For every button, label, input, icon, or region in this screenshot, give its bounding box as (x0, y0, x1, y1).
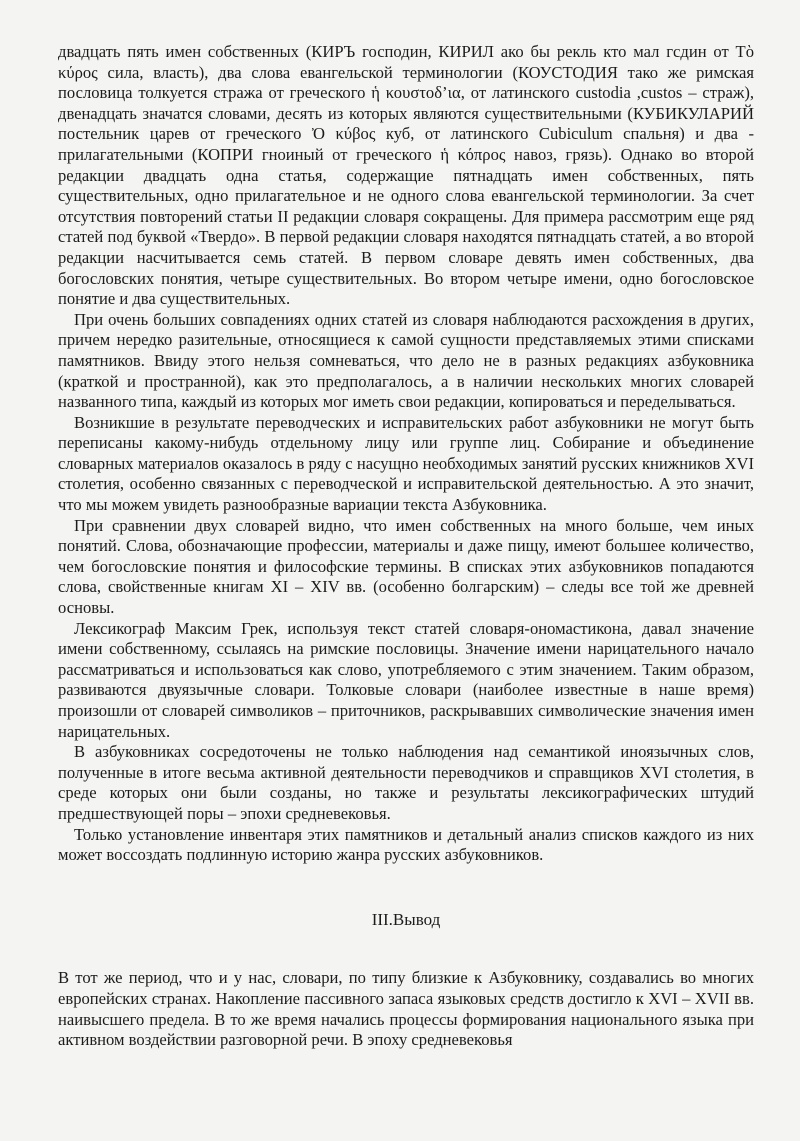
paragraph-dictionary-comparison: двадцать пять имен собственных (КИРЪ господин, КИРИЛ ако бы рекль кто мал гсдин от Τὸ κύρος сила, власть), два слова евангельской терминологии (КОУСТОДИЯ тако же римская пословица толкуется стража от греческого ἡ κουστοδ’ια, от латинского custodia ,custos – страж), двенадцать значатся словами, десять из которых являются существительными (КУБИКУЛАРИЙ постельник царев от греческого Ὀ κύβος куб, от латинского Cubiculum спальня) и два - прилагательными (КОПРИ гноиный от греческого ἡ κόπρος навоз, грязь). Однако во второй редакции двадцать одна статья, содержащие пятнадцать имен собственных, пять существительных, одно прилагательное и не одного слова евангельской терминологии. За счет отсутствия повторений статьи II редакции словаря сокращены. Для примера рассмотрим еще ряд статей под буквой «Твердо». В первой редакции словаря находятся пятнадцать статей, а во второй редакции насчитывается семь статей. В первом словаре девять имен собственных, два богословских понятия, четыре существительных. Во втором четыре имени, одно богословское понятие и два существительных. (58, 42, 754, 309)
paragraph-translation-work: Возникшие в результате переводческих и исправительских работ азбуковники не могут быть переписаны какому-нибудь отдельному лицу или группе лиц. Собирание и объединение словарных материалов оказалось в ряду с насущно необходимых занятий русских книжников XVI столетия, особенно связанных с переводческой и исправительской деятельностью. А это значит, что мы можем увидеть разнообразные вариации текста Азбуковника. (58, 412, 754, 515)
paragraph-discrepancies: При очень больших совпадениях одних статей из словаря наблюдаются расхождения в других, причем нередко разительные, относящиеся к самой сущности представляемых этими списками памятников. Ввиду этого нельзя сомневаться, что дело не в разных редакциях азбуковника (краткой и пространной), как это предполагалось, а в наличии нескольких многих словарей названного типа, каждый из которых мог иметь свои редакции, копироваться и переделываться. (58, 309, 754, 412)
paragraph-inventory: Только установление инвентаря этих памятников и детальный анализ списков каждого из них может воссоздать подлинную историю жанра русских азбуковников. (58, 824, 754, 865)
paragraph-conclusion: В тот же период, что и у нас, словари, по типу близкие к Азбуковнику, создавались во многих европейских странах. Накопление пассивного запаса языковых средств достигло к XVI – XVII вв. наивысшего предела. В то же время начались процессы формирования национального языка при активном воздействии разговорной речи. В эпоху средневековья (58, 968, 754, 1050)
paragraph-two-dictionaries: При сравнении двух словарей видно, что имен собственных на много больше, чем иных понятий. Слова, обозначающие профессии, материалы и даже пищу, имеют большее количество, чем богословские понятия и философские термины. В списках этих азбуковников попадаются слова, свойственные книгам XI – XIV вв. (особенно болгарским) – следы все той же древней основы. (58, 515, 754, 618)
section-heading: III.Вывод (371, 909, 441, 929)
paragraph-semantics: В азбуковниках сосредоточены не только наблюдения над семантикой иноязычных слов, полученные в итоге весьма активной деятельности переводчиков и справщиков XVI столетия, в среде которых они были созданы, но также и результаты лексикографических штудий предшествующей поры – эпохи средневековья. (58, 742, 754, 823)
paragraph-maxim-grek: Лексикограф Максим Грек, используя текст статей словаря-ономастикона, давал значение имени собственному, ссылаясь на римские пословицы. Значение имени нарицательного начало рассматриваться и использоваться как слово, употребляемого с этим значением. Таким образом, развиваются двуязычные словари. Толковые словари (наиболее известные в наше время) произошли от словарей символиков – приточников, раскрывавших символические значения имен нарицательных. (58, 618, 754, 741)
